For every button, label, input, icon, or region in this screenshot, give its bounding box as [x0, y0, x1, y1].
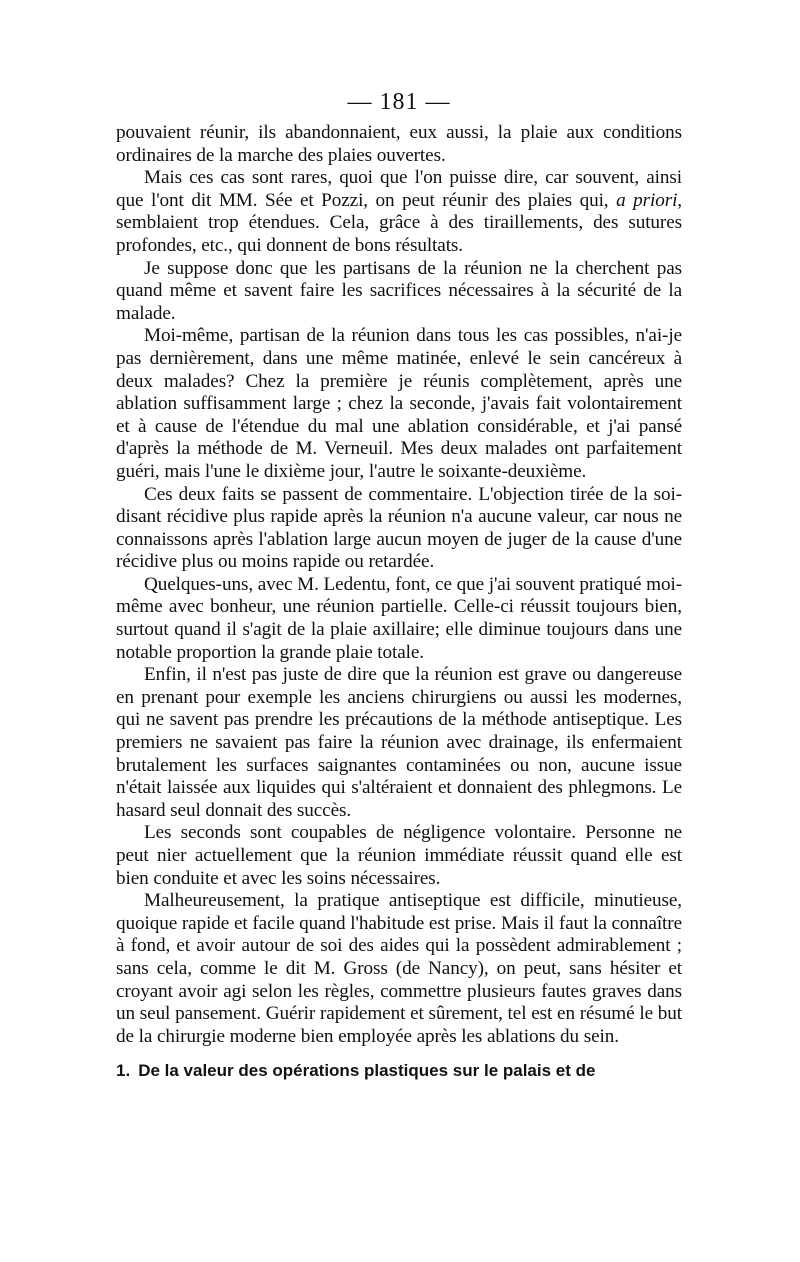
footnote-marker: 1. [116, 1061, 131, 1081]
paragraph: Malheureusement, la pratique antiseptique est difficile, minutieuse, quoique rapide et facile quand l'habitude est prise. Mais il faut la connaître à fond, et avoir autour de soi des aides qui la possèdent admirablement ; sans cela, comme le dit M. Gross (de Nancy), on peut, sans hésiter et croyant avoir agi selon les règles, commettre plusieurs fautes graves dans un seul pansement. Guérir rapidement et sûrement, tel est en résumé le but de la chirurgie moderne bien employée après les ablations du sein. [116, 890, 682, 1047]
footnote-text: De la valeur des opérations plastiques sur le palais et de [138, 1061, 596, 1081]
paragraph: Enfin, il n'est pas juste de dire que la réunion est grave ou dangereuse en prenant pour exemple les anciens chirurgiens ou aussi les modernes, qui ne savent pas prendre les précautions de la méthode antiseptique. Les premiers ne savaient pas faire la réunion avec drainage, ils enfermaient brutalement les surfaces saignantes contaminées ou non, aucune issue n'était laissée aux liquides qui s'altéraient et donnaient des phlegmons. Le hasard seul donnait des succès. [116, 664, 682, 821]
paragraph-text: , semblaient trop étendues. Cela, grâce à des tiraillements, des sutures profondes, etc., qui donnent de bons résultats. [116, 189, 682, 256]
paragraph: Je suppose donc que les partisans de la réunion ne la cherchent pas quand même et savent faire les sacrifices nécessaires à la sécurité de la malade. [116, 257, 682, 324]
paragraph: pouvaient réunir, ils abandonnaient, eux aussi, la plaie aux conditions ordinaires de la marche des plaies ouvertes. [116, 122, 682, 166]
paragraph: Moi-même, partisan de la réunion dans tous les cas possibles, n'ai-je pas dernièrement, dans une même matinée, enlevé le sein cancéreux à deux malades? Chez la première je réunis complètement, après une ablation suffisamment large ; chez la seconde, j'avais fait volontairement et à cause de l'étendue du mal une ablation considérable, et j'ai pansé d'après la méthode de M. Verneuil. Mes deux malades ont parfaitement guéri, mais l'une le dixième jour, l'autre le soixante-deuxième. [116, 325, 682, 482]
footnote [116, 1060, 682, 1082]
page-number: — 181 — [347, 89, 451, 115]
italic-phrase: a priori [616, 189, 678, 211]
paragraph: Quelques-uns, avec M. Ledentu, font, ce que j'ai souvent pratiqué moi-même avec bonheur, une réunion partielle. Celle-ci réussit toujours bien, surtout quand il s'agit de la plaie axillaire; elle diminue toujours dans une notable proportion la grande plaie totale. [116, 573, 682, 663]
book-page [116, 88, 682, 1082]
paragraph: Les seconds sont coupables de négligence volontaire. Personne ne peut nier actuellement que la réunion immédiate réussit quand elle est bien conduite et avec les soins nécessaires. [116, 822, 682, 889]
paragraph [116, 167, 682, 257]
paragraph-text: Mais ces cas sont rares, quoi que l'on puisse dire, car souvent, ainsi que l'ont dit MM. Sée et Pozzi, on peut réunir des plaies qui, [116, 167, 682, 211]
body-text [116, 122, 682, 1048]
paragraph: Ces deux faits se passent de commentaire. L'objection tirée de la soi-disant récidive plus rapide après la réunion n'a aucune valeur, car nous ne connaissons après l'ablation large aucun moyen de juger de la cause d'une récidive plus ou moins rapide ou retardée. [116, 483, 682, 573]
